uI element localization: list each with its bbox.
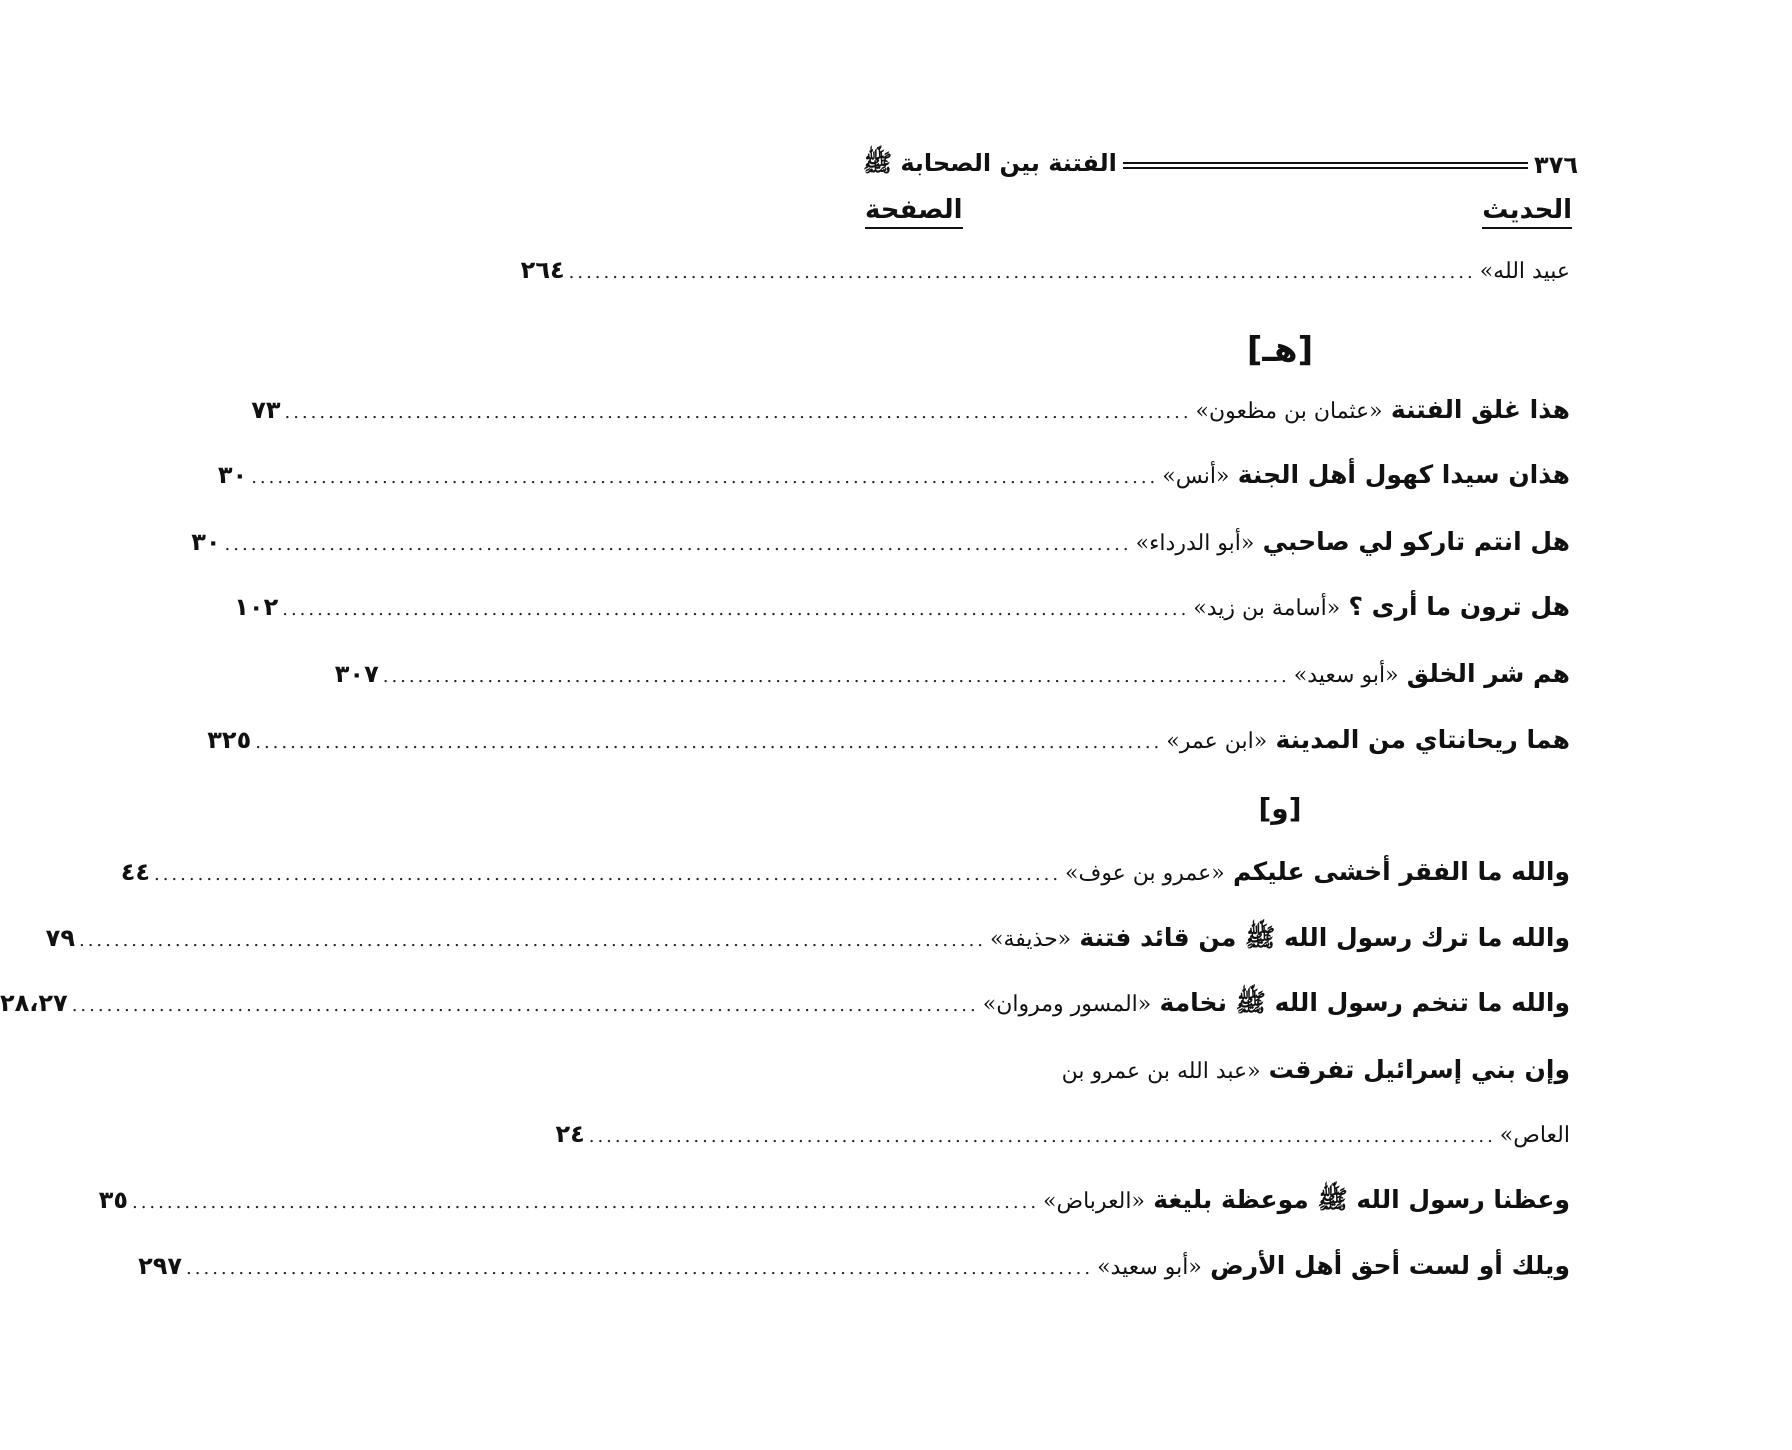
entry-page: ١٠٢ (234, 593, 279, 621)
leader-dots: ........................................................................................................ (382, 666, 1290, 687)
entry-narrator: عبيد الله» (1479, 259, 1570, 284)
entry-text: وإن بني إسرائيل تفرقت (1268, 1055, 1570, 1084)
leader-dots: ........................................................................................................ (251, 467, 1159, 488)
index-entry (334, 654, 1570, 694)
entry-text: ويلك أو لست أحق أهل الأرض (1210, 1251, 1570, 1280)
entry-text: هم شر الخلق (1406, 659, 1570, 688)
leader-dots: ........................................................................................................ (71, 995, 979, 1016)
running-header (863, 148, 1578, 182)
leader-dots: ........................................................................................................ (224, 534, 1132, 555)
entry-narrator: «عثمان بن مظعون» (1195, 399, 1383, 424)
entry-narrator: «أسامة بن زيد» (1193, 596, 1341, 621)
entry-page: ٢٨،٢٧ (0, 989, 68, 1017)
leader-dots: ........................................................................................................ (153, 864, 1062, 885)
entry-text: هذا غلق الفتنة (1390, 395, 1570, 424)
entry-text: والله ما الفقر أخشى عليكم (1233, 857, 1570, 886)
entry-text: وعظنا رسول الله ﷺ موعظة بليغة (1153, 1185, 1570, 1214)
entry-narrator: «العرباض» (1043, 1189, 1145, 1214)
book-title: الفتنة بين الصحابة ﷺ (863, 148, 1117, 177)
entry-page: ٢٩٧ (138, 1252, 183, 1280)
index-entry (234, 587, 1570, 627)
index-entry-continued (520, 250, 1570, 290)
entry-page: ٢٤ (555, 1120, 585, 1148)
entry-text: هل ترون ما أرى ؟ (1348, 592, 1570, 621)
entry-page: ٣٢٥ (207, 726, 252, 754)
entry-page: ٤٤ (120, 858, 150, 886)
entry-page: ٢٦٤ (520, 256, 565, 284)
index-entry (98, 1180, 1570, 1220)
section-letter-he: [هـ] (1246, 330, 1314, 370)
leader-dots: ........................................................................................................ (588, 1126, 1496, 1147)
entry-text: هل انتم تاركو لي صاحبي (1262, 527, 1570, 556)
entry-page: ٣٠ (191, 528, 221, 556)
entry-text: والله ما ترك رسول الله ﷺ من قائد فتنة (1079, 923, 1570, 952)
entry-narrator: «حذيفة» (990, 927, 1072, 952)
leader-dots: ........................................................................................................ (78, 930, 987, 951)
entry-page: ٧٩ (45, 924, 75, 952)
entry-page: ٣٠٧ (334, 660, 379, 688)
entry-page: ٣٥ (98, 1186, 128, 1214)
index-entry (217, 455, 1570, 495)
leader-dots: ........................................................................................................ (131, 1192, 1040, 1213)
index-entry (191, 522, 1570, 562)
index-entry (45, 918, 1570, 958)
entry-page: ٧٣ (251, 396, 281, 424)
entry-text: هما ريحانتاي من المدينة (1275, 725, 1570, 754)
entry-narrator: «عبد الله بن عمرو بن (1061, 1059, 1261, 1084)
column-heading-hadith: الحديث (1482, 196, 1572, 229)
leader-dots: ........................................................................................................ (282, 599, 1190, 620)
entry-narrator: «المسور ومروان» (982, 992, 1152, 1017)
entry-narrator: «أبو سعيد» (1293, 663, 1399, 688)
leader-dots: ........................................................................................................ (255, 732, 1163, 753)
section-letter-waw: [و] (1258, 792, 1302, 825)
entry-narrator: «عمرو بن عوف» (1065, 861, 1225, 886)
index-entry (0, 983, 1570, 1023)
leader-dots: ........................................................................................................ (284, 402, 1192, 423)
leader-dots: ........................................................................................................ (186, 1258, 1094, 1279)
index-entry (120, 852, 1570, 892)
header-double-rule (1123, 162, 1528, 169)
entry-page: ٣٠ (217, 461, 248, 489)
entry-narrator: «ابن عمر» (1166, 729, 1268, 754)
entry-text: والله ما تنخم رسول الله ﷺ نخامة (1159, 988, 1570, 1017)
page-number: ٣٧٦ (1534, 151, 1578, 179)
index-entry (138, 1246, 1570, 1286)
index-entry-first-line (1062, 1050, 1570, 1092)
index-entry (251, 390, 1570, 430)
entry-narrator-continued: العاص» (1499, 1123, 1570, 1148)
entry-narrator: «أبو الدرداء» (1135, 531, 1255, 556)
entry-narrator: «أبو سعيد» (1097, 1255, 1202, 1280)
index-entry (207, 720, 1570, 760)
leader-dots: ........................................................................................................ (568, 262, 1476, 283)
column-heading-page: الصفحة (865, 196, 963, 229)
entry-text: هذان سيدا كهول أهل الجنة (1237, 460, 1570, 489)
index-entry-second-line (555, 1114, 1570, 1154)
entry-narrator: «أنس» (1162, 464, 1230, 489)
